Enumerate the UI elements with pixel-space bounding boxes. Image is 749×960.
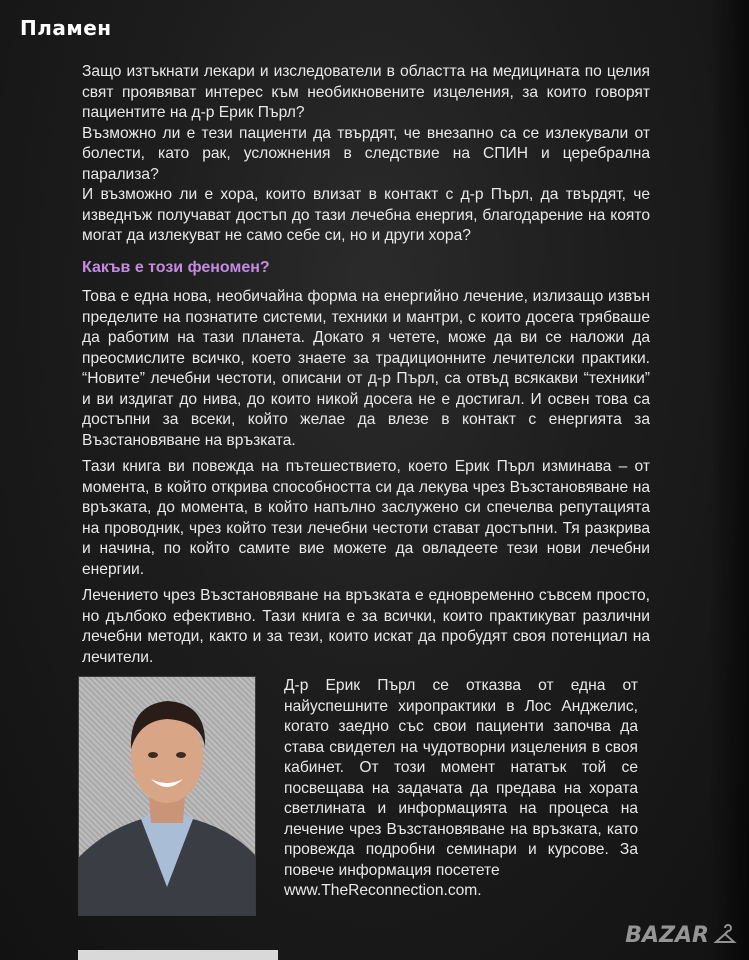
author-photo <box>78 676 256 916</box>
intro-paragraph: Защо изтъкнати лекари и изследователи в областта на медицината по целия свят проявяват интерес към необикновените изцеления, за които говорят пациентите на д-р Ерик Пърл? <box>82 63 650 121</box>
author-website: www.TheReconnection.com. <box>284 882 482 899</box>
main-paragraph: Тази книга ви повежда на пътешествието, което Ерик Пърл изминава – от момента, в който открива способността си да лекува чрез Възстановяване на връзката, до момента, в който напълно заслужено си спечелва репутацията на проводник, чрез който тези лечебни честоти стават достъпни. Тя разкрива и начина, по който самите вие можете да овладеете тези нови лечебни енергии. <box>82 458 650 578</box>
intro-paragraph: И възможно ли е хора, които влизат в контакт с д-р Пърл, да твърдят, че изведнъж получават достъп до тази лечебна енергия, благодарение на която могат да излекуват не само себе си, но и други хора? <box>82 186 650 244</box>
seller-name-label: Пламен <box>20 16 112 40</box>
section-heading: Какъв е този феномен? <box>82 259 270 276</box>
main-block <box>82 287 650 668</box>
watermark-logo <box>625 923 737 948</box>
author-bio <box>284 676 638 902</box>
author-bio-text: Д-р Ерик Пърл се отказва от една от найуспешните хиропрактики в Лос Анджелис, когато заедно със свои пациенти започва да става свидетел на чудотворни изцеления в своя кабинет. От този момент нататък той се посвещава на задачата да предава на хората светлината и информацията на процеса на лечение чрез Възстановяване на връзката, като провежда подробни семинари и курсове. За повече информация посетете <box>284 677 638 879</box>
main-paragraph: Това е една нова, необичайна форма на енергийно лечение, излизащо извън пределите на познатите системи, техники и мантри, с които досега трябваше да работим на тази планета. Докато я четете, може да ви се наложи да преосмислите всичко, което знаете за традиционните лечителски практики. “Новите” лечебни честоти, описани от д-р Пърл, са отвъд всякакви “техники” и ви издигат до нива, до които никой досега не е достигал. И освен това са достъпни за всеки, който желае да влезе в контакт с енергията за Възстановяване на връзката. <box>82 288 650 449</box>
page-edge-shadow <box>709 0 749 960</box>
hanger-icon <box>713 924 737 948</box>
intro-paragraph: Възможно ли е тези пациенти да твърдят, че внезапно са се излекували от болести, като рак, усложнения в следствие на СПИН и церебрална парализа? <box>82 124 650 183</box>
intro-block <box>82 62 650 247</box>
watermark-text: BAZAR <box>625 923 709 948</box>
barcode-strip <box>78 950 278 960</box>
main-paragraph: Лечението чрез Възстановяване на връзката е едновременно съвсем просто, но дълбоко ефективно. Тази книга е за всички, които практикуват различни лечебни методи, както и за тези, които искат да пробудят своя потенциал на лечители. <box>82 587 650 666</box>
author-portrait-graphic <box>79 677 255 915</box>
